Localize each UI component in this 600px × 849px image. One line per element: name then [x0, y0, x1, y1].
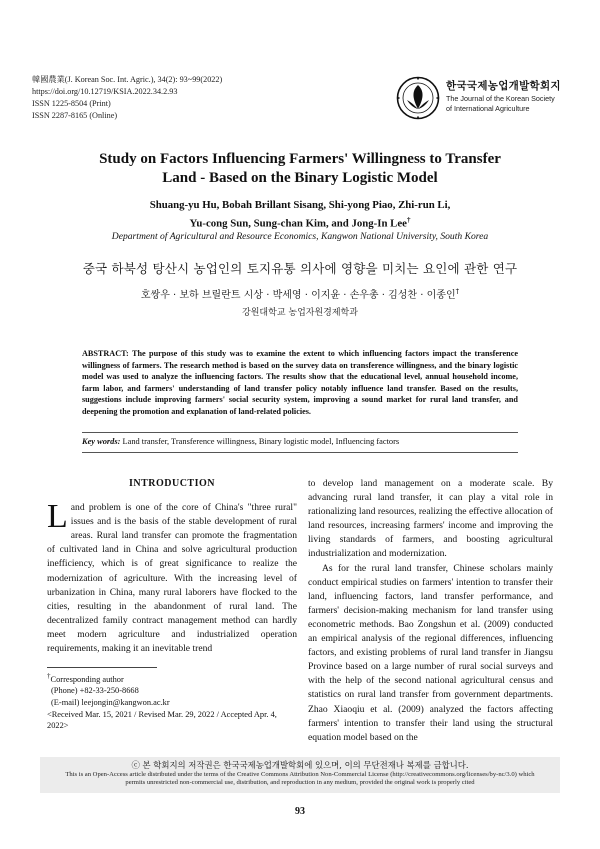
keywords-label: Key words: — [82, 437, 121, 446]
footnote — [47, 671, 297, 732]
korean-corresponding-mark: † — [455, 287, 460, 296]
footnote-dates: <Received Mar. 15, 2021 / Revised Mar. 29, 2022 / Accepted Apr. 4, 2022> — [47, 709, 277, 731]
society-english-name — [446, 94, 555, 113]
society-english-line-1: The Journal of the Korean Society — [446, 94, 555, 103]
abstract-text: The purpose of this study was to examine the extent to which influencing factors impact the transference willingness of farmers. The research method is based on the survey data on transference willingness, and the binary logistic model was used to analyze the influencing factors. The results show that the educational level, annual household income, farm labor, and farmers' understanding of land transfer policy notably influence land transfer. Based on the results, suggestions include improving farmers' social security system, improving a sound market for rural land transfer, and deepening the promotion and explanation of land-related policies. — [82, 349, 518, 416]
footnote-mark: † — [47, 672, 51, 680]
body-left-column — [47, 477, 297, 656]
footnote-email[interactable]: (E-mail) leejongin@kangwon.ac.kr — [51, 697, 170, 707]
drop-cap: L — [47, 498, 68, 536]
body-right-column — [308, 477, 553, 745]
korean-title: 중국 하북성 탕산시 농업인의 토지유통 의사에 영향을 미치는 요인에 관한 연구 — [82, 261, 518, 276]
footnote-divider — [47, 667, 157, 668]
author-list — [60, 198, 540, 232]
introduction-paragraph-1-text: and problem is one of the core of China's "three rural" issues and is the basis of the stable development of rural areas. Rural land transfer can promote the fragmentation of cultivated land in China and solve agricultural production inefficiency, which is of great significance to realize the modernization of agriculture. With the increasing level of urbanization in China, many rural laborers have flocked to the cities, resulting in the abandonment of rural land. The decentralized family contract management method can hardly meet modern agriculture and industrialized operation requirements, making it an inevitable trend — [47, 502, 297, 655]
keywords-top-divider — [82, 432, 518, 433]
journal-meta — [32, 74, 222, 122]
society-emblem-icon — [396, 76, 440, 120]
department-affiliation: Department of Agricultural and Resource Economics, Kangwon National University, South Korea — [111, 231, 489, 242]
footnote-phone: (Phone) +82-33-250-8668 — [51, 686, 139, 696]
license-english-line-2: permits unrestricted non-commercial use, distribution, and reproduction in any medium, provided the original work is properly cited — [125, 779, 475, 787]
article-title — [60, 150, 540, 188]
author-list-line-2 — [60, 213, 540, 232]
korean-department: 강원대학교 농업자원경제학과 — [242, 308, 358, 318]
introduction-heading: INTRODUCTION — [128, 478, 215, 489]
license-korean: ⓒ 본 학회지의 저작권은 한국국제농업개발학회에 있으며, 이의 무단전재나 복제를 금합니다. — [131, 760, 469, 770]
author-list-line-2-text: Yu-cong Sun, Sung-chan Kim, and Jong-In Lee — [189, 217, 407, 230]
society-korean-name: 한국국제농업개발학회지 — [446, 80, 561, 92]
introduction-paragraph-1 — [47, 498, 297, 656]
issn-print: ISSN 1225-8504 (Print) — [32, 99, 111, 108]
journal-line: 韓國農業(J. Korean Soc. Int. Agric.), 34(2): 93~99(2022) — [32, 75, 223, 84]
doi-link[interactable]: https://doi.org/10.12719/KSIA.2022.34.2.93 — [32, 87, 178, 96]
abstract-label: ABSTRACT: — [82, 349, 129, 358]
korean-author-list — [40, 286, 560, 301]
korean-author-names: 호쌍우 · 보하 브릴란트 시상 · 박세영 · 이지윤 · 손우총 · 김성찬 · 이종인 — [140, 290, 456, 301]
introduction-paragraph-2: to develop land management on a moderate scale. By advancing rural land transfer, it can play a vital role in rationalizing land resources, realizing the effective allocation of land resources, increasing farmers' income and improving the living standards of farmers, and boosting agricultural industrialization and modernization. — [308, 478, 553, 560]
article-title-line-2: Land - Based on the Binary Logistic Model — [162, 170, 438, 186]
keywords-bottom-divider — [82, 452, 518, 453]
license-english-line-1: This is an Open-Access article distributed under the terms of the Creative Commons Attribution Non-Commercial License (http://creativecommons.org/licenses/by-nc/3.0) which — [65, 771, 535, 778]
article-title-line-1: Study on Factors Influencing Farmers' Willingness to Transfer — [99, 151, 501, 167]
keywords — [82, 437, 518, 446]
society-logo — [394, 74, 574, 134]
abstract — [82, 348, 518, 418]
corresponding-mark: † — [406, 216, 411, 224]
page-number: 93 — [295, 806, 305, 817]
keywords-text: Land transfer, Transference willingness, Binary logistic model, Influencing factors — [122, 437, 400, 446]
issn-online: ISSN 2287-8165 (Online) — [32, 111, 118, 120]
author-list-line-1: Shuang-yu Hu, Bobah Brillant Sisang, Shi-yong Piao, Zhi-run Li, — [149, 199, 451, 211]
introduction-paragraph-3: As for the rural land transfer, Chinese scholars mainly conduct empirical studies on farmers' intention to transfer their land, influencing factors, land transfer performance, and farmers' decision-making mechanism for land transfer using econometric methods. Bao Zongshun et al. (2009) conducted an empirical analysis of the regional differences, influencing factors, and existing problems of rural land transfer in Jiangsu Province based on a large number of rural social surveys and with the help of the second national agricultural census and statistics on rural land transfer from government departments. Zhao Xiaoqiu et al. (2009) analyzed the factors affecting farmers' intention to transfer their land using the structural equation model based on the — [308, 562, 553, 743]
corresponding-author-note — [47, 671, 297, 685]
license-notice — [40, 757, 560, 793]
corresponding-author-label: Corresponding author — [50, 674, 124, 684]
society-english-line-2: of International Agriculture — [446, 103, 530, 113]
